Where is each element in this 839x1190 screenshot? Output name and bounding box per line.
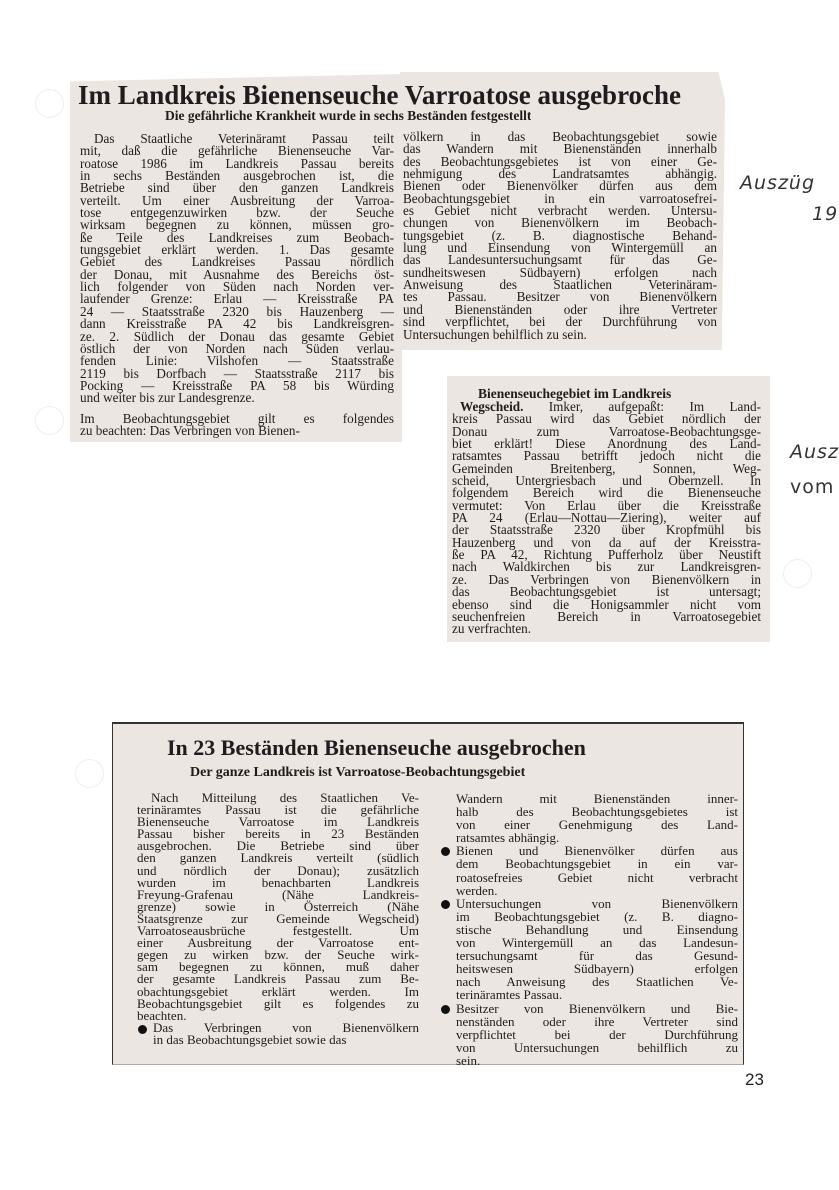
text-line: seuchenfreien Bereich in Varroatosegebiet <box>452 608 761 624</box>
text-line: der Staatsstraße 2320 über Kropfmühl bis <box>452 522 761 538</box>
text-line: fenden Linie: Vilshofen — Staatsstraße <box>80 353 394 369</box>
text-line: ße Teile des Landkreises zum Beobach- <box>80 229 394 245</box>
paragraph <box>440 792 738 844</box>
text-line: Beobachtungsgebiet in ein varroatosefrei- <box>403 190 717 206</box>
text-line: gegen zu wirken bzw. der Seuche wirk- <box>137 947 419 963</box>
text-line: sein. <box>456 1052 481 1068</box>
text-line: terinäramtes Passau ist die gefährliche <box>137 802 419 818</box>
handwritten-year: 19 <box>812 203 839 225</box>
text-line: von einer Genehmigung des Land- <box>456 817 738 833</box>
text-line: beachten. <box>137 1007 187 1023</box>
text-line: nehmigung des Landratsamtes abhängig. <box>403 166 717 182</box>
text-line: des Beobachtungsgebietes ist von einer Ge- <box>403 153 717 169</box>
clipping-2-first-line-text: Imker, aufgepaßt: Im Land- <box>548 399 761 414</box>
clipping-3-column-right <box>440 792 738 1067</box>
text-line: heitswesen Südbayern) erfolgen <box>456 961 738 977</box>
text-line: verteilt. Um einer Ausbreitung der Varroa- <box>80 192 394 208</box>
clipping-2-text <box>452 413 761 635</box>
paragraph <box>137 1019 419 1047</box>
text-line: werden. <box>456 882 498 898</box>
text-line: ebenso sind die Honigsammler nicht vom <box>452 596 761 612</box>
text-line: chungen von Bienenvölkern im Beobach- <box>403 215 717 231</box>
text-line: Bienen oder Bienenvölker dürfen aus dem <box>403 178 717 194</box>
text-line: ze. Das Verbringen von Bienenvölkern in <box>452 571 761 587</box>
text-line: und nördlich der Donau); zusätzlich <box>137 862 419 878</box>
text-line: sind verpflichtet, bei der Durchführung von <box>403 314 717 330</box>
paragraph <box>80 133 394 405</box>
punch-hole <box>36 407 63 434</box>
text-line: Untersuchungen von Bienenvölkern <box>440 897 738 910</box>
paragraph <box>440 1002 738 1067</box>
text-line: PA 24 (Erlau—Nottau—Ziering), weiter auf <box>452 510 761 526</box>
text-line: folgendem Bereich wird die Bienenseuche <box>452 485 761 501</box>
paragraph <box>137 792 419 1022</box>
text-line: Donau zum Varroatose-Beobachtungsge- <box>452 423 761 439</box>
text-line: grenze) sowie in Österreich (Nähe <box>137 898 419 914</box>
text-line: Varroatoseausbrüche festgestellt. Um <box>137 923 419 939</box>
text-line: 2119 bis Dorfbach — Staatsstraße 2117 bis <box>80 365 394 381</box>
text-line: 24 — Staatsstraße 2320 bis Hauzenberg — <box>80 303 394 319</box>
punch-hole <box>76 760 103 787</box>
text-line: mit, daß die gefährliche Bienenseuche Var- <box>80 143 394 159</box>
text-line: biet erklärt! Diese Anordnung des Land- <box>452 436 761 452</box>
paragraph <box>440 844 738 896</box>
text-line: der gesamte Landkreis Passau zum Be- <box>137 971 419 987</box>
clipping-1-headline: Im Landkreis Bienenseuche Varroatose ausgebroche <box>78 80 682 110</box>
text-line: ratsamtes Passau betrifft jedoch nicht die <box>452 448 761 464</box>
text-line: wurden im benachbarten Landkreis <box>137 874 419 890</box>
text-line: Das Staatliche Veterinäramt Passau teilt <box>94 131 394 146</box>
text-line: im Beobachtungsgebiet (z. B. diagno- <box>456 908 738 924</box>
text-line: tungsgebiet (z. B. diagnostische Behand- <box>403 227 717 243</box>
handwritten-note: vom <box>790 476 835 498</box>
text-line: den ganzen Landkreis verteilt (südlich <box>137 850 419 866</box>
clipping-2-headline: Bienenseuchegebiet im Landkreis <box>478 386 672 401</box>
text-line: Besitzer von Bienenvölkern und Bie- <box>440 1002 738 1015</box>
text-line: es Gebiet nicht verbracht werden. Untersu- <box>403 203 717 219</box>
text-line: das Landesuntersuchungsamt für das Ge- <box>403 252 717 268</box>
text-line: in sechs Beständen ausgebrochen ist, die <box>80 168 394 184</box>
text-line: Gemeinden Breitenberg, Sonnen, Weg- <box>452 460 761 476</box>
text-line: kreis Passau wird das Gebiet nördlich der <box>452 411 761 427</box>
text-line: Passau bisher bereits in 23 Beständen <box>137 826 419 842</box>
text-line: von Untersuchungen behilflich zu <box>456 1039 738 1055</box>
text-line: das Wandern mit Bienenständen innerhalb <box>403 141 717 157</box>
text-line: ße PA 42, Richtung Pufferholz über Neustift <box>452 547 761 563</box>
text-line: Nach Mitteilung des Staatlichen Ve- <box>151 790 419 805</box>
text-line: dann Kreisstraße PA 42 bis Landkreisgren- <box>80 316 394 332</box>
text-line: verpflichtet bei der Durchführung <box>456 1026 738 1042</box>
text-line: scheid, Untergriesbach und Obernzell. In <box>452 473 761 489</box>
text-line: lung und Einsendung von Wintergemüll an <box>403 240 717 256</box>
text-line: Hauzenberg und von da auf der Kreisstra- <box>452 534 761 550</box>
text-line: und weiter bis zur Landesgrenze. <box>80 390 255 406</box>
text-line: völkern in das Beobachtungsgebiet sowie <box>403 129 717 144</box>
text-line: nach Waldkirchen bis zur Landkreisgren- <box>452 559 761 575</box>
text-line: terinäramtes Passau. <box>456 987 563 1003</box>
clipping-1-subheadline: Die gefährliche Krankheit wurde in sechs Beständen festgestellt <box>165 108 532 123</box>
page-number: 23 <box>745 1070 764 1089</box>
paragraph <box>403 131 717 341</box>
text-line: roatosefreies Gebiet nicht verbracht <box>456 869 738 885</box>
clipping-1-column-left <box>80 133 394 437</box>
text-line: tose entgegenzuwirken bzw. der Seuche <box>80 205 394 221</box>
clipping-1-column-right <box>403 131 717 341</box>
text-line: zu verfrachten. <box>452 621 532 637</box>
text-line: einer Ausbreitung der Varroatose ent- <box>137 935 419 951</box>
clipping-3-column-left <box>137 792 419 1046</box>
clipping-2-body <box>452 401 761 636</box>
text-line: roatose 1986 im Landkreis Passau bereits <box>80 155 394 171</box>
text-line: Bienen und Bienenvölker dürfen aus <box>440 844 738 857</box>
text-line: Das Verbringen von Bienenvölkern <box>137 1022 419 1034</box>
text-line: das Beobachtungsgebiet ist untersagt; <box>452 584 761 600</box>
punch-hole <box>784 560 811 587</box>
text-line: halb des Beobachtungsgebietes ist <box>456 804 738 820</box>
handwritten-note: Ausz <box>790 441 839 463</box>
text-line: sundheitswesen Südbayern) erfolgen nach <box>403 264 717 280</box>
text-line: Beobachtungsgebiet gilt es folgendes zu <box>137 995 419 1011</box>
text-line: östlich der von Norden nach Süden verlau- <box>80 340 394 356</box>
text-line: Bienenseuche Varroatose im Landkreis <box>137 814 419 830</box>
text-line: lich folgender von Süden nach Norden ver- <box>80 279 394 295</box>
text-line: ze. 2. Südlich der Donau das gesamte Gebiet <box>80 328 394 344</box>
text-line: Anweisung des Staatlichen Veterinäram- <box>403 277 717 293</box>
text-line: vermutet: Von Erlau über die Kreisstraße <box>452 497 761 513</box>
clipping-3-subheadline: Der ganze Landkreis ist Varroatose-Beobachtungsgebiet <box>190 765 526 780</box>
handwritten-note: Auszüg <box>740 172 816 194</box>
text-line: von Wintergemüll an das Landesun- <box>456 935 738 951</box>
text-line: tes Passau. Besitzer von Bienenvölkern <box>403 289 717 305</box>
text-line: tungsgebiet erklärt werden. 1. Das gesamte <box>80 242 394 258</box>
text-line: Im Beobachtungsgebiet gilt es folgendes <box>80 410 394 426</box>
text-line: obachtungsgebiet erklärt werden. Im <box>137 983 419 999</box>
text-line: in das Beobachtungsgebiet sowie das <box>153 1031 347 1047</box>
text-line: und Bienenständen oder ihre Vertreter <box>403 301 717 317</box>
text-line: wirksam begegnen zu können, müssen gro- <box>80 217 394 233</box>
text-line: Freyung-Grafenau (Nähe Landkreis- <box>137 886 419 902</box>
text-line: ratsamtes abhängig. <box>456 830 560 846</box>
paragraph <box>440 897 738 1002</box>
text-line: sam begegnen zu können, muß daher <box>137 959 419 975</box>
text-line: dem Beobachtungsgebiet in ein var- <box>456 856 738 872</box>
text-line: Gebiet des Landkreises Passau nördlich <box>80 254 394 270</box>
text-line: tersuchungsamt für das Gesund- <box>456 948 738 964</box>
text-line: nenständen oder ihre Vertreter sind <box>456 1013 738 1029</box>
text-line: ausgebrochen. Die Betriebe sind über <box>137 838 419 854</box>
text-line: Betriebe sind über den ganzen Landkreis <box>80 180 394 196</box>
text-line: der Donau, mit Ausnahme des Bereichs öst- <box>80 266 394 282</box>
text-line: zu beachten: Das Verbringen von Bienen- <box>80 422 300 438</box>
text-line: stische Behandlung und Einsendung <box>456 921 738 937</box>
text-line: Pocking — Kreisstraße PA 58 bis Würding <box>80 377 394 393</box>
clipping-3-headline: In 23 Beständen Bienenseuche ausgebrochen <box>167 735 586 760</box>
paragraph <box>452 413 761 635</box>
text-line: Staatsgrenze zur Gemeinde Wegscheid) <box>137 910 419 926</box>
punch-hole <box>36 90 63 117</box>
paragraph <box>80 410 394 438</box>
text-line: laufender Grenze: Erlau — Kreisstraße PA <box>80 291 394 307</box>
clipping-2-lead: Wegscheid. <box>460 399 524 414</box>
text-line: Wandern mit Bienenständen inner- <box>456 791 738 806</box>
text-line: Untersuchungen behilflich zu sein. <box>403 326 587 342</box>
text-line: nach Anweisung des Staatlichen Ve- <box>456 974 738 990</box>
